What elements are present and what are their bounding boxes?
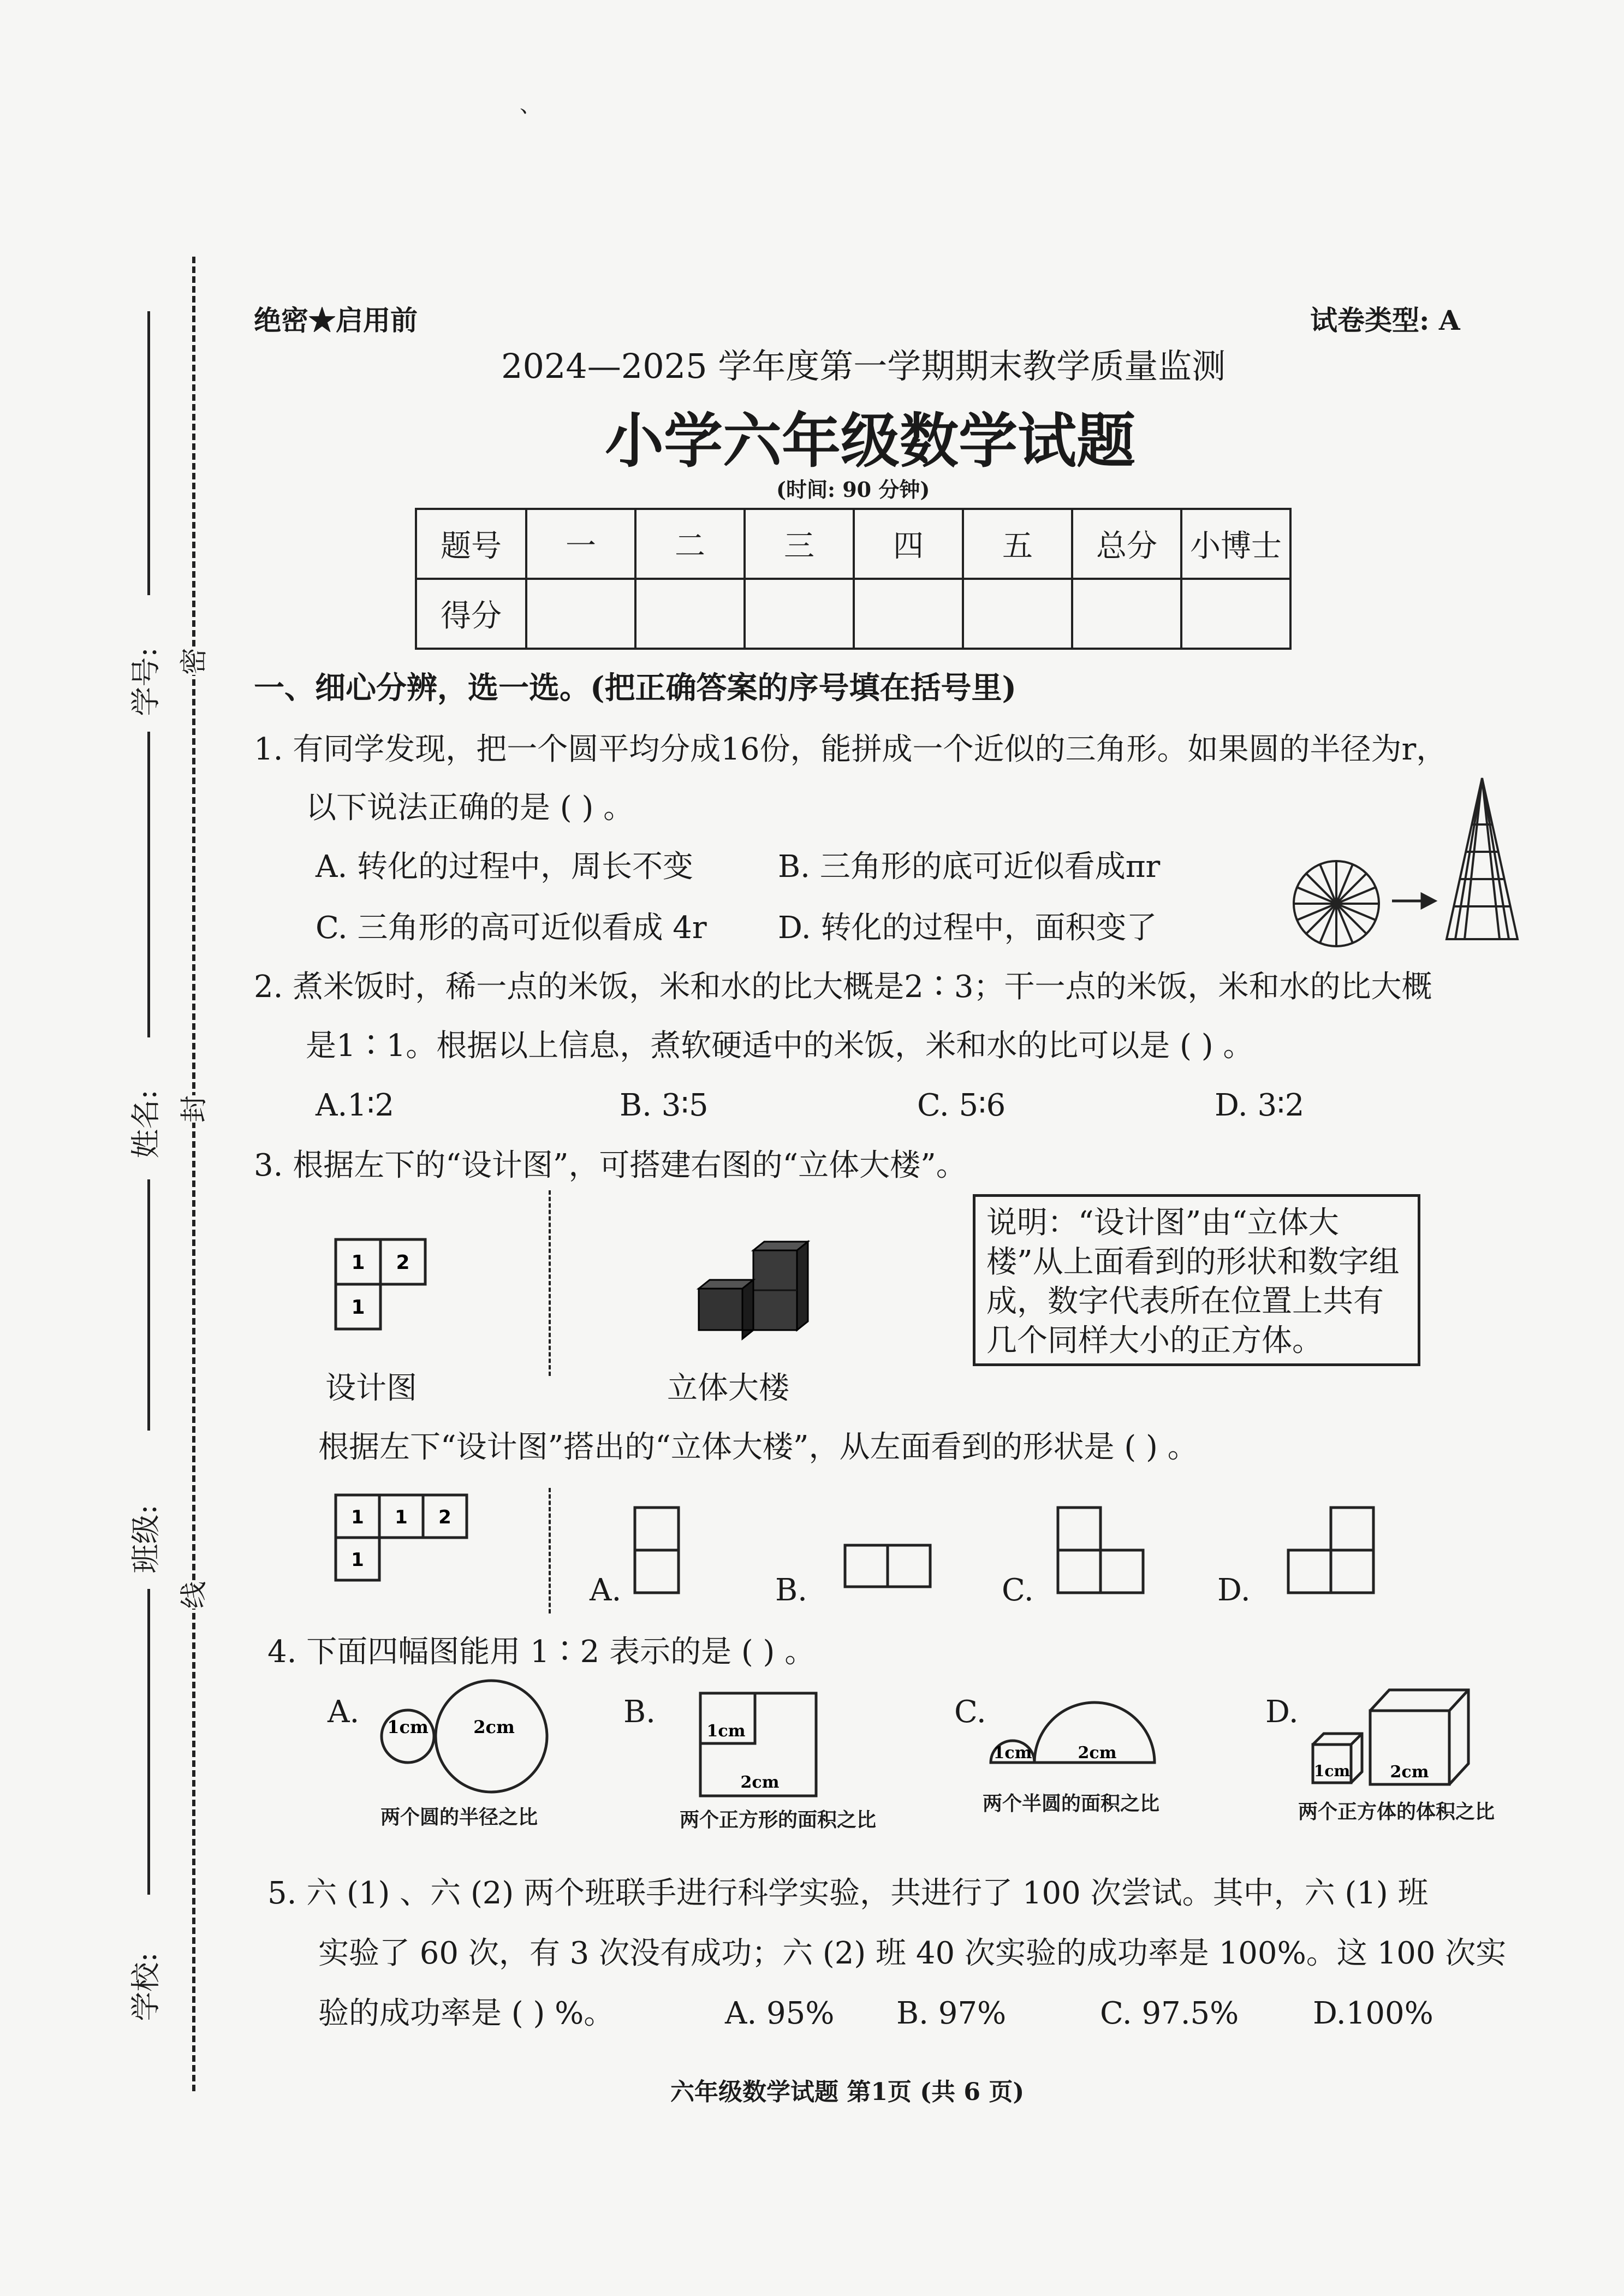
score-header-cell: 五 — [963, 509, 1072, 579]
q5-option-c[interactable]: C. 97.5% — [1100, 1996, 1239, 2031]
section1-heading: 一、细心分辨，选一选。(把正确答案的序号填在括号里) — [254, 670, 1016, 706]
design-number: 1 — [351, 1251, 365, 1274]
q2-stem-line1: 2. 煮米饭时，稀一点的米饭，米和水的比大概是2∶3；干一点的米饭，米和水的比大概 — [254, 969, 1432, 1005]
student-id-label: 学号: — [128, 647, 163, 716]
q4-caption-c: 两个半圆的面积之比 — [983, 1792, 1160, 1815]
q3-stem-line1: 3. 根据左下的“设计图”，可搭建右图的“立体大楼”。 — [254, 1148, 967, 1183]
q3-option-c[interactable]: C. — [1002, 1573, 1034, 1608]
seal-xian: 线 — [172, 1581, 211, 1609]
approx-triangle — [1447, 778, 1518, 939]
q5-stem-line1: 5. 六 (1) 、六 (2) 两个班联手进行科学实验，共进行了 100 次尝试。其中，六 (1) 班 — [267, 1876, 1429, 1911]
score-cell[interactable] — [963, 579, 1072, 649]
q4-caption-b: 两个正方形的面积之比 — [680, 1808, 877, 1831]
q5-stem-line2: 实验了 60 次，有 3 次没有成功；六 (2) 班 40 次实验的成功率是 100%。这 100 次实 — [318, 1936, 1507, 1971]
label-1cm: 1cm — [387, 1717, 429, 1737]
q2-option-d[interactable]: D. 3∶2 — [1215, 1088, 1305, 1123]
q4-caption-a: 两个圆的半径之比 — [380, 1806, 538, 1829]
q3-design-plan-2 — [334, 1493, 471, 1583]
design-number: 1 — [395, 1506, 408, 1528]
score-header-cell: 题号 — [416, 509, 526, 579]
q3-option-c-shape — [1056, 1506, 1190, 1596]
q4-option-d-figure — [1310, 1684, 1474, 1794]
margin-line-name — [147, 732, 150, 1037]
q1-option-c[interactable]: C. 三角形的高可近似看成 4r — [316, 910, 707, 946]
score-cell[interactable] — [1181, 579, 1290, 649]
margin-line-school — [147, 1589, 150, 1895]
q4-option-b[interactable]: B. — [623, 1694, 656, 1730]
label-1cm: 1cm — [706, 1722, 746, 1741]
score-cell[interactable] — [745, 579, 854, 649]
q4-option-a[interactable]: A. — [328, 1694, 360, 1730]
design-number: 1 — [351, 1549, 364, 1571]
q4-option-a-figure — [379, 1692, 554, 1782]
seal-mi: 密 — [172, 648, 211, 675]
label-1cm: 1cm — [1313, 1762, 1351, 1780]
q3-option-d-shape — [1286, 1506, 1381, 1596]
q4-stem-line1: 4. 下面四幅图能用 1∶2 表示的是 ( ) 。 — [267, 1634, 816, 1670]
q1-stem-line2: 以下说法正确的是 ( ) 。 — [306, 790, 634, 826]
q5-option-d[interactable]: D.100% — [1313, 1996, 1433, 2031]
label-1cm: 1cm — [993, 1743, 1032, 1763]
q3-option-a-shape — [633, 1506, 682, 1596]
page-footer: 六年级数学试题 第1页 (共 6 页) — [670, 2078, 1025, 2106]
stray-mark: 、 — [520, 92, 542, 117]
label-2cm: 2cm — [740, 1773, 780, 1792]
label-2cm: 2cm — [1078, 1743, 1117, 1763]
q3-design-plan — [334, 1238, 432, 1336]
q3-divider-line-2 — [549, 1488, 551, 1613]
q3-option-a[interactable]: A. — [590, 1573, 622, 1608]
score-cell[interactable] — [526, 579, 635, 649]
q2-stem-line2: 是1∶1。根据以上信息，煮软硬适中的米饭，米和水的比可以是 ( ) 。 — [306, 1028, 1254, 1064]
confidential-mark: 绝密★启用前 — [254, 304, 418, 336]
score-row-label: 得分 — [416, 579, 526, 649]
score-table-score-row — [416, 579, 1290, 649]
q1-option-d[interactable]: D. 转化的过程中，面积变了 — [778, 910, 1157, 946]
q2-option-a[interactable]: A.1∶2 — [316, 1088, 395, 1123]
exam-name: 2024—2025 学年度第一学期期末教学质量监测 — [501, 346, 1226, 386]
q3-option-b[interactable]: B. — [775, 1573, 807, 1608]
q4-option-d[interactable]: D. — [1265, 1694, 1299, 1730]
q3-stem-line2: 根据左下“设计图”搭出的“立体大楼”，从左面看到的形状是 ( ) 。 — [318, 1429, 1198, 1465]
margin-line-student-id — [147, 311, 150, 595]
seal-dashed-line — [192, 257, 195, 2091]
page-title: 小学六年级数学试题 — [605, 407, 1136, 476]
q3-building-figure — [699, 1239, 808, 1343]
q5-stem-line3: 验的成功率是 ( ) %。 — [318, 1996, 615, 2031]
sliced-circle — [1294, 861, 1379, 946]
q3-divider-line — [549, 1190, 551, 1376]
arrow-icon — [1392, 894, 1435, 907]
score-header-cell: 三 — [745, 509, 854, 579]
q3-building-caption: 立体大楼 — [667, 1371, 789, 1406]
q3-design-caption: 设计图 — [325, 1371, 417, 1406]
q1-option-b[interactable]: B. 三角形的底可近似看成πr — [778, 849, 1161, 885]
score-header-cell: 一 — [526, 509, 635, 579]
label-2cm: 2cm — [1390, 1763, 1429, 1782]
score-header-cell: 总分 — [1072, 509, 1181, 579]
q4-option-c-figure — [988, 1697, 1157, 1768]
q2-option-c[interactable]: C. 5∶6 — [917, 1088, 1006, 1123]
score-table — [415, 508, 1292, 650]
q2-option-b[interactable]: B. 3∶5 — [620, 1088, 709, 1123]
score-cell[interactable] — [635, 579, 745, 649]
design-number: 1 — [351, 1506, 364, 1528]
score-cell[interactable] — [854, 579, 963, 649]
q3-option-d[interactable]: D. — [1217, 1573, 1251, 1608]
label-2cm: 2cm — [473, 1717, 515, 1737]
score-cell[interactable] — [1072, 579, 1181, 649]
q5-option-b[interactable]: B. 97% — [896, 1996, 1007, 2031]
score-table-header-row — [416, 509, 1290, 579]
score-header-cell: 四 — [854, 509, 963, 579]
design-number: 1 — [351, 1296, 365, 1319]
school-label: 学校: — [128, 1952, 163, 2021]
q1-option-a[interactable]: A. 转化的过程中，周长不变 — [316, 849, 694, 885]
design-number: 2 — [396, 1251, 410, 1274]
paper-type: 试卷类型: A — [1310, 304, 1460, 336]
margin-line-class — [147, 1179, 150, 1431]
score-header-cell: 小博士 — [1181, 509, 1290, 579]
exam-duration: (时间: 90 分钟) — [776, 477, 930, 502]
score-header-cell: 二 — [635, 509, 745, 579]
name-label: 姓名: — [128, 1089, 163, 1159]
q1-stem-line1: 1. 有同学发现，把一个圆平均分成16份，能拼成一个近似的三角形。如果圆的半径为r， — [254, 732, 1447, 767]
q1-circle-to-triangle-figure — [1288, 775, 1528, 961]
q4-caption-d: 两个正方体的体积之比 — [1298, 1800, 1495, 1823]
q4-option-b-figure — [699, 1692, 822, 1801]
q5-option-a[interactable]: A. 95% — [725, 1996, 835, 2031]
design-number: 2 — [438, 1506, 451, 1528]
seal-feng: 封 — [172, 1095, 211, 1123]
q3-option-b-shape — [843, 1544, 936, 1593]
q4-option-c[interactable]: C. — [954, 1694, 986, 1730]
q3-note-box: 说明：“设计图”由“立体大楼”从上面看到的形状和数字组成，数字代表所在位置上共有几个同样大小的正方体。 — [973, 1194, 1420, 1366]
class-label: 班级: — [128, 1504, 163, 1574]
